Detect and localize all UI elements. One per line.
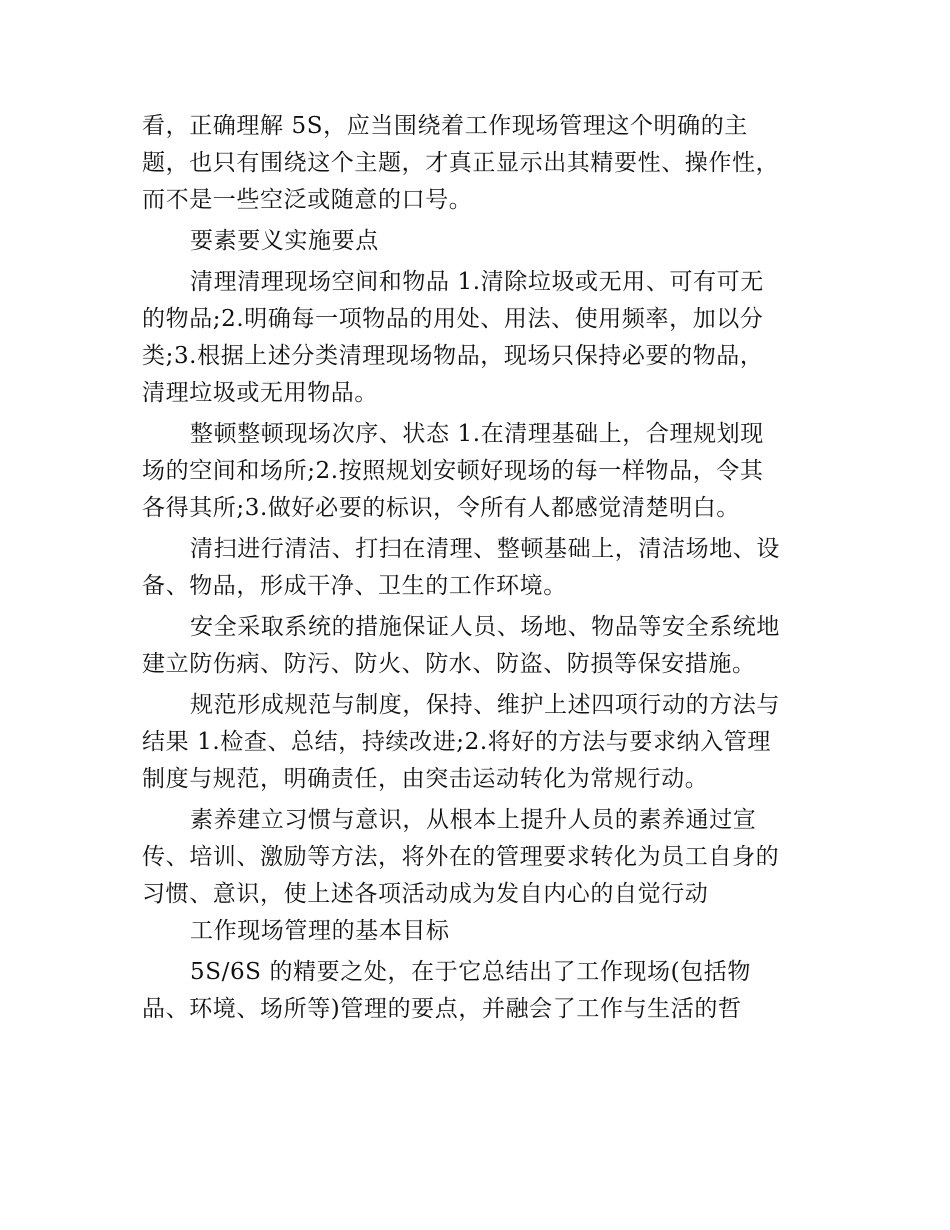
section-heading: 要素要义实施要点 (190, 228, 379, 254)
text-line: 各得其所;3.做好必要的标识，令所有人都感觉清楚明白。 (142, 495, 740, 521)
text-line: 清扫进行清洁、打扫在清理、整顿基础上，清洁场地、设 (190, 536, 780, 562)
text-line: 场的空间和场所;2.按照规划安顿好现场的每一样物品，令其 (142, 458, 764, 484)
text-line: 而不是一些空泛或随意的口号。 (142, 187, 473, 213)
text-line: 整顿整顿现场次序、状态 1.在清理基础上，合理规划现 (190, 421, 764, 447)
text-line: 备、物品，形成干净、卫生的工作环境。 (142, 573, 567, 599)
document-body (142, 108, 822, 1028)
text-line: 规范形成规范与制度，保持、维护上述四项行动的方法与 (190, 692, 780, 718)
text-line: 素养建立习惯与意识，从根本上提升人员的素养通过宣 (190, 807, 757, 833)
text-line: 结果 1.检查、总结，持续改进;2.将好的方法与要求纳入管理 (142, 729, 771, 755)
text-line: 的物品;2.明确每一项物品的用处、用法、使用频率，加以分 (142, 306, 764, 332)
text-line: 建立防伤病、防污、防火、防水、防盗、防损等保安措施。 (142, 651, 756, 677)
text-line: 清理清理现场空间和物品 1.清除垃圾或无用、可有可无 (190, 269, 764, 295)
text-line: 类;3.根据上述分类清理现场物品，现场只保持必要的物品， (142, 343, 764, 369)
text-line: 制度与规范，明确责任，由突击运动转化为常规行动。 (142, 766, 709, 792)
text-line: 习惯、意识，使上述各项活动成为发自内心的自觉行动 (142, 881, 709, 907)
text-line: 清理垃圾或无用物品。 (142, 380, 378, 406)
text-line: 5S/6S 的精要之处，在于它总结出了工作现场(包括物 (190, 959, 752, 985)
text-line: 安全采取系统的措施保证人员、场地、物品等安全系统地 (190, 614, 780, 640)
section-heading: 工作现场管理的基本目标 (190, 918, 450, 944)
text-line: 品、环境、场所等)管理的要点，并融会了工作与生活的哲 (142, 996, 742, 1022)
text-line: 传、培训、激励等方法，将外在的管理要求转化为员工自身的 (142, 844, 780, 870)
text-line: 题，也只有围绕这个主题，才真正显示出其精要性、操作性， (142, 150, 780, 176)
text-line: 看，正确理解 5S，应当围绕着工作现场管理这个明确的主 (142, 113, 748, 139)
